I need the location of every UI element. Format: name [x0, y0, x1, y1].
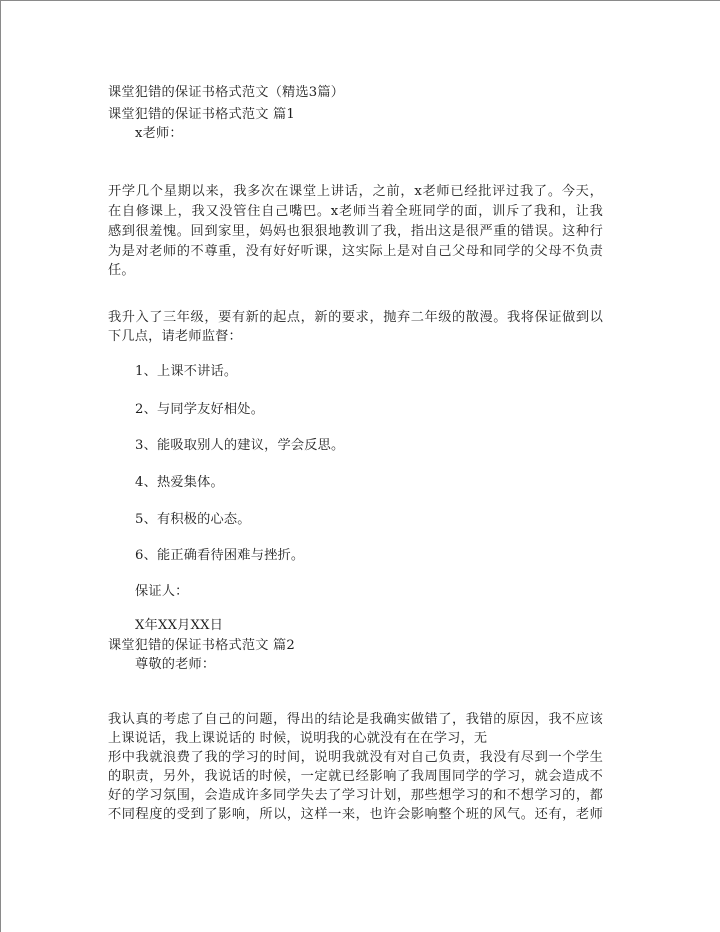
article1-salutation: x老师：: [135, 126, 183, 141]
article1-para1-line: 任。: [108, 263, 135, 278]
article1-para2-line: 我升入了三年级，要有新的起点，新的要求，抛弃二年级的散漫。我将保证做到以: [108, 310, 603, 325]
signature-date: X年XX月XX日: [135, 618, 224, 633]
article2-para1-line: 形中我就浪费了我的学习的时间，说明我就没有对自己负责，我没有尽到一个学生: [108, 750, 603, 765]
article2-para1-line: 我认真的考虑了自己的问题，得出的结论是我确实做错了，我错的原因，我不应该: [108, 712, 603, 727]
article1-para1-line: 开学几个星期以来，我多次在课堂上讲话，之前，x老师已经批评过我了。今天，: [108, 184, 603, 199]
article2-salutation: 尊敬的老师：: [135, 657, 216, 672]
list-item: 3、能吸取别人的建议，学会反思。: [135, 438, 345, 453]
list-item: 5、有积极的心态。: [135, 512, 251, 527]
main-title: 课堂犯错的保证书格式范文（精选3篇）: [108, 85, 345, 100]
article2-heading: 课堂犯错的保证书格式范文 篇2: [108, 638, 296, 653]
article1-para1-line: 在自修课上，我又没管住自己嘴巴。x老师当着全班同学的面，训斥了我和，让我: [108, 204, 603, 219]
article1-para1-line: 感到很羞愧。回到家里，妈妈也狠狠地教训了我，指出这是很严重的错误。这种行: [108, 224, 603, 239]
article2-para1-line: 好的学习氛围，会造成许多同学失去了学习计划，那些想学习的和不想学习的，都: [108, 788, 603, 803]
article1-heading: 课堂犯错的保证书格式范文 篇1: [108, 107, 296, 122]
list-item: 4、热爱集体。: [135, 475, 224, 490]
article2-para1-line: 的职责，另外，我说话的时候，一定就已经影响了我周围同学的学习，就会造成不: [108, 769, 603, 784]
list-item: 2、与同学友好相处。: [135, 402, 265, 417]
article1-para1-line: 为是对老师的不尊重，没有好好听课，这实际上是对自己父母和同学的父母不负责: [108, 244, 603, 259]
article2-para1-line: 不同程度的受到了影响，所以，这样一来，也许会影响整个班的风气。还有，老师: [108, 807, 603, 822]
article2-para1-line: 上课说话，我上课说话的 时候，说明我的心就没有在在学习，无: [108, 731, 488, 746]
guarantor-label: 保证人：: [135, 584, 189, 599]
article1-para2-line: 下几点，请老师监督：: [108, 329, 242, 344]
list-item: 1、上课不讲话。: [135, 364, 238, 379]
list-item: 6、能正确看待困难与挫折。: [135, 548, 305, 563]
